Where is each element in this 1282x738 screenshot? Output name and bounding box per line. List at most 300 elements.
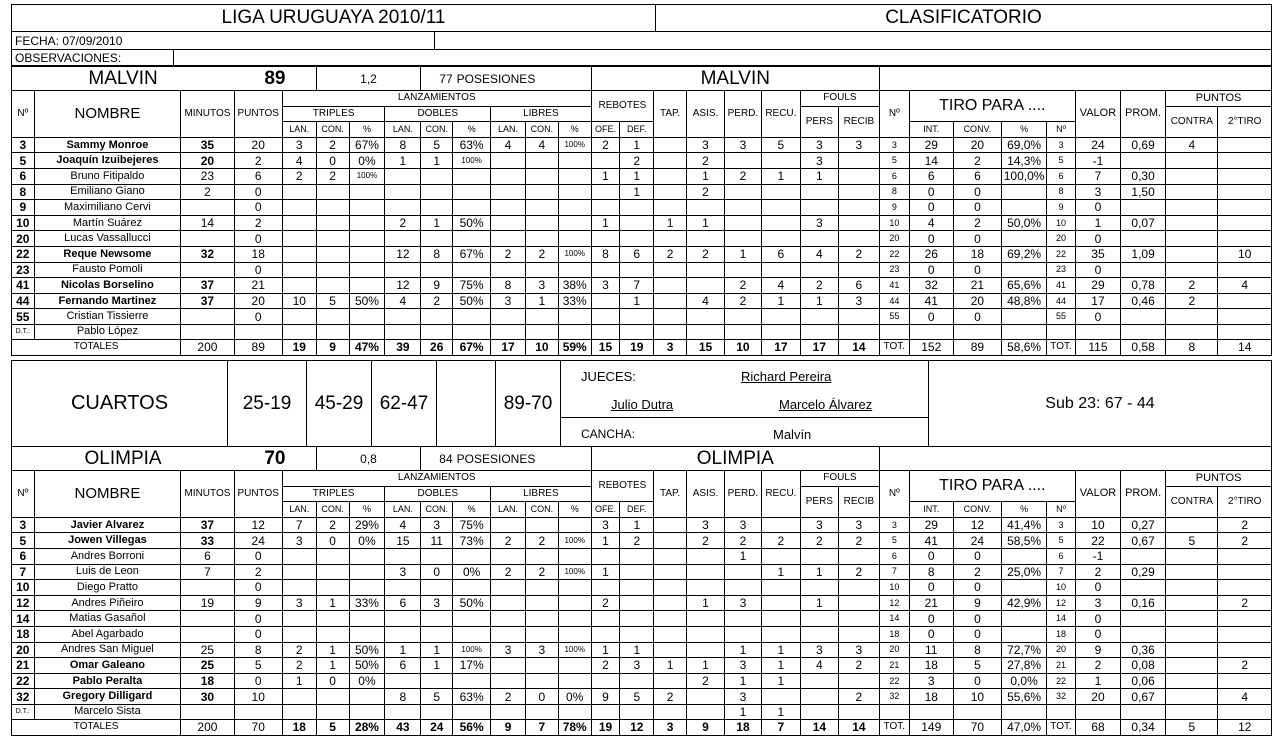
table-row: [12, 580, 1272, 596]
cell-d-pct: 100%: [453, 642, 491, 658]
cell-conv: 8: [953, 642, 1001, 658]
cell-name: Nicolas Borselino: [34, 278, 181, 294]
table-row: [12, 168, 1272, 184]
cell-ofe: [591, 184, 620, 200]
col-lanzamientos: LANZAMIENTOS: [282, 471, 591, 487]
cell-n3: 8: [1047, 184, 1076, 200]
cell-recu: [761, 580, 800, 596]
cell-contra: 2: [1166, 293, 1218, 309]
cell-prom: [1121, 580, 1166, 596]
cell-perd: [724, 262, 761, 278]
cell-no: 55: [12, 309, 35, 325]
cell-recu: 5: [761, 137, 800, 153]
cell-n2: 3: [879, 137, 909, 153]
cell-tap: [654, 580, 687, 596]
cell-ofe: [591, 309, 620, 325]
cell-pts: 0: [234, 200, 282, 216]
cell-tp-pct: 69,0%: [1002, 137, 1047, 153]
cell-n3: 6: [1047, 168, 1076, 184]
possessions-label: POSESIONES: [453, 67, 592, 91]
cell-prom: 0,69: [1121, 137, 1166, 153]
phase-title: CLASIFICATORIO: [655, 4, 1272, 32]
cell-tp-pct: [1002, 231, 1047, 247]
cell-ofe: 1: [591, 642, 620, 658]
cell-valor: -1: [1075, 548, 1120, 564]
cell-int: 0: [909, 611, 953, 627]
cell-asis: 1: [687, 168, 725, 184]
cell-l-pct: [558, 517, 591, 533]
total-t-con: 5: [316, 719, 349, 735]
cell-pts: 5: [234, 658, 282, 674]
header-row-3: LAN. CON. % LAN. CON. % LAN. CON. % OFE. DEF. INT. CONV. % Nº: [12, 122, 1272, 138]
cell-no: 7: [12, 564, 35, 580]
col-rebotes: REBOTES: [591, 471, 654, 502]
cell-asis: 1: [687, 215, 725, 231]
cell-recu: 1: [761, 658, 800, 674]
total-def: 12: [620, 719, 654, 735]
cell-t-con: [316, 611, 349, 627]
cell-l-lan: 2: [491, 689, 526, 705]
cell-int: 0: [909, 200, 953, 216]
cell-int: 4: [909, 215, 953, 231]
cell-def: [620, 231, 654, 247]
officials-box: [560, 360, 929, 447]
cell-d-lan: [385, 200, 421, 216]
cell-l-pct: 100%: [558, 137, 591, 153]
court-name: Malvín: [773, 427, 812, 442]
cell-n3: 3: [1047, 517, 1076, 533]
cell-min: 7: [181, 564, 234, 580]
cell-tap: 2: [654, 689, 687, 705]
cell-t-con: [316, 689, 349, 705]
cell-conv: 20: [953, 137, 1001, 153]
cell-name: Cristian Tissierre: [34, 309, 181, 325]
cell-l-pct: [558, 673, 591, 689]
cell-t-con: 0: [316, 153, 349, 169]
col-contra: CONTRA: [1166, 486, 1218, 517]
cell-conv: 21: [953, 278, 1001, 294]
cell-recu: [761, 231, 800, 247]
cell-def: [620, 626, 654, 642]
cell-recib: [838, 184, 879, 200]
cell-pers: [800, 200, 838, 216]
cell-segundo: 4: [1218, 689, 1272, 705]
cell-t-pct: 100%: [349, 168, 385, 184]
jueces-label: JUECES:: [581, 369, 636, 384]
cell-prom: 0,06: [1121, 673, 1166, 689]
cell-pers: 2: [800, 278, 838, 294]
cell-min: [181, 262, 234, 278]
cell-tp-pct: 14,3%: [1002, 153, 1047, 169]
cell-l-con: 2: [525, 246, 558, 262]
cell-t-pct: [349, 215, 385, 231]
cell-name: Sammy Monroe: [34, 137, 181, 153]
table-row: [12, 689, 1272, 705]
col-recu: RECU.: [761, 471, 800, 518]
cell-ofe: [591, 262, 620, 278]
referee-2: Julio Dutra: [611, 397, 674, 412]
cell-contra: [1166, 626, 1218, 642]
cell-l-pct: 33%: [558, 293, 591, 309]
cell-d-con: 2: [421, 293, 453, 309]
team-name: OLIMPIA: [12, 447, 235, 471]
cell-t-con: 0: [316, 673, 349, 689]
team-header-row: [12, 447, 1272, 471]
cell-d-lan: 4: [385, 517, 421, 533]
cell-t-con: [316, 246, 349, 262]
cell-recu: [761, 262, 800, 278]
table-row: [12, 642, 1272, 658]
cell-perd: [724, 626, 761, 642]
cell-l-pct: 100%: [558, 642, 591, 658]
cell-conv: 0: [953, 580, 1001, 596]
cell-recu: [761, 153, 800, 169]
cell-n2: 8: [879, 184, 909, 200]
cell-n2: 55: [879, 309, 909, 325]
cell-name: Martín Suárez: [34, 215, 181, 231]
cell-min: 37: [181, 293, 234, 309]
cell-prom: 1,09: [1121, 246, 1166, 262]
cell-def: [620, 673, 654, 689]
cell-d-lan: [385, 184, 421, 200]
cell-name: Omar Galeano: [34, 658, 181, 674]
cell-int: 32: [909, 278, 953, 294]
cell-l-con: [525, 595, 558, 611]
cell-t-lan: [282, 580, 316, 596]
cell-l-lan: [491, 611, 526, 627]
total-d-lan: 39: [385, 339, 421, 355]
cell-asis: [687, 262, 725, 278]
cell-asis: 2: [687, 153, 725, 169]
cell-d-pct: [453, 309, 491, 325]
cell-valor: 20: [1075, 689, 1120, 705]
totals-row: TOTALES 200 70 18 5 28% 43 24 56% 9 7 78% 19 12 3 9 18 7 14 14 TOT. 149 70 47,0% TOT. 68 0,34 5 12: [12, 719, 1272, 735]
col-puntos-group: PUNTOS: [1166, 471, 1272, 487]
cell-d-con: [421, 168, 453, 184]
col-dobles: DOBLES: [385, 486, 491, 502]
cell-tap: [654, 548, 687, 564]
cell-t-lan: [282, 309, 316, 325]
total-valor: 115: [1075, 339, 1120, 355]
cell-d-pct: 67%: [453, 246, 491, 262]
cell-l-con: [525, 168, 558, 184]
col-no-2: Nº: [879, 471, 909, 518]
cell-d-lan: 1: [385, 642, 421, 658]
cell-n3: 20: [1047, 642, 1076, 658]
cell-int: 41: [909, 293, 953, 309]
cell-d-lan: 8: [385, 137, 421, 153]
cell-d-lan: [385, 580, 421, 596]
cell-pts: 0: [234, 548, 282, 564]
col-perd: PERD.: [724, 91, 761, 138]
cell-contra: [1166, 689, 1218, 705]
cell-d-pct: [453, 200, 491, 216]
cell-conv: 0: [953, 231, 1001, 247]
col-libres: LIBRES: [491, 106, 592, 122]
cell-name: Javier Alvarez: [34, 517, 181, 533]
cell-int: 0: [909, 626, 953, 642]
cell-min: 23: [181, 168, 234, 184]
cell-int: 0: [909, 262, 953, 278]
total-tp-pct: 58,6%: [1002, 339, 1047, 355]
cell-t-pct: [349, 580, 385, 596]
cell-conv: 0: [953, 673, 1001, 689]
cell-valor: -1: [1075, 153, 1120, 169]
total-l-con: 7: [525, 719, 558, 735]
cell-pers: 2: [800, 533, 838, 549]
cell-conv: 5: [953, 658, 1001, 674]
cell-def: 5: [620, 689, 654, 705]
cell-no: 22: [12, 673, 35, 689]
col-recib: RECIB: [838, 106, 879, 137]
cell-valor: 22: [1075, 533, 1120, 549]
cell-segundo: [1218, 309, 1272, 325]
cell-perd: [724, 564, 761, 580]
cell-valor: 7: [1075, 168, 1120, 184]
cell-no: 22: [12, 246, 35, 262]
cell-valor: 35: [1075, 246, 1120, 262]
cell-pts: 0: [234, 611, 282, 627]
cell-segundo: [1218, 642, 1272, 658]
cell-contra: [1166, 658, 1218, 674]
team-possessions: 77: [421, 67, 453, 91]
cell-d-pct: 75%: [453, 517, 491, 533]
cell-segundo: [1218, 564, 1272, 580]
cell-pers: [800, 689, 838, 705]
cell-tp-pct: 48,8%: [1002, 293, 1047, 309]
cell-tap: [654, 517, 687, 533]
cell-l-con: [525, 517, 558, 533]
cell-tp-pct: 72,7%: [1002, 642, 1047, 658]
cell-def: [620, 548, 654, 564]
cell-def: [620, 309, 654, 325]
col-tiro-para: TIRO PARA ....: [909, 91, 1075, 122]
cell-ofe: 2: [591, 137, 620, 153]
cell-tp-pct: 58,5%: [1002, 533, 1047, 549]
cell-tp-pct: [1002, 309, 1047, 325]
cell-tap: [654, 153, 687, 169]
cell-def: 2: [620, 533, 654, 549]
cell-d-con: [421, 673, 453, 689]
cell-segundo: [1218, 200, 1272, 216]
cell-d-con: 8: [421, 246, 453, 262]
cell-pts: 0: [234, 673, 282, 689]
col-perd: PERD.: [724, 471, 761, 518]
cell-recu: [761, 626, 800, 642]
cell-min: [181, 231, 234, 247]
cell-prom: [1121, 262, 1166, 278]
cell-name: Reque Newsome: [34, 246, 181, 262]
cell-ofe: 1: [591, 564, 620, 580]
cell-pers: 3: [800, 642, 838, 658]
cell-n2: 14: [879, 611, 909, 627]
total-ofe: 19: [591, 719, 620, 735]
cell-d-pct: [453, 626, 491, 642]
cell-contra: [1166, 262, 1218, 278]
cell-l-con: [525, 184, 558, 200]
sub23-score: Sub 23: 67 - 44: [928, 360, 1272, 447]
cell-no: 14: [12, 611, 35, 627]
cell-valor: 3: [1075, 595, 1120, 611]
cell-tp-pct: [1002, 262, 1047, 278]
col-no: Nº: [12, 91, 35, 138]
cell-prom: 0,67: [1121, 689, 1166, 705]
total-prom: 0,34: [1121, 719, 1166, 735]
cell-recib: 3: [838, 642, 879, 658]
cell-pers: 3: [800, 153, 838, 169]
final-score: 89-70: [495, 360, 561, 447]
cell-contra: [1166, 184, 1218, 200]
cell-ofe: 8: [591, 246, 620, 262]
cell-def: 6: [620, 246, 654, 262]
header-blank: [879, 67, 1271, 91]
cell-no: 10: [12, 580, 35, 596]
cell-n3: 7: [1047, 564, 1076, 580]
cell-def: [620, 564, 654, 580]
cell-recib: [838, 580, 879, 596]
cell-def: [620, 580, 654, 596]
cell-perd: 3: [724, 137, 761, 153]
col-triples: TRIPLES: [282, 486, 385, 502]
cell-l-lan: [491, 595, 526, 611]
cell-conv: 6: [953, 168, 1001, 184]
cell-d-lan: [385, 611, 421, 627]
cell-t-con: [316, 184, 349, 200]
col-segundo-tiro: 2°TIRO: [1218, 106, 1272, 137]
cell-no: 3: [12, 137, 35, 153]
cell-no: 20: [12, 642, 35, 658]
total-int: 152: [909, 339, 953, 355]
total-valor: 68: [1075, 719, 1120, 735]
cell-name: Andres Borroni: [34, 548, 181, 564]
col-triples: TRIPLES: [282, 106, 385, 122]
cell-conv: 0: [953, 309, 1001, 325]
cell-asis: 2: [687, 184, 725, 200]
cell-conv: 12: [953, 517, 1001, 533]
cell-d-con: [421, 231, 453, 247]
total-contra: 8: [1166, 339, 1218, 355]
cell-name: Fausto Pomoli: [34, 262, 181, 278]
cell-int: 18: [909, 658, 953, 674]
cell-recib: [838, 309, 879, 325]
col-valor: VALOR: [1075, 91, 1120, 138]
total-min: 200: [181, 339, 234, 355]
cell-recib: 2: [838, 246, 879, 262]
cell-no: 6: [12, 168, 35, 184]
cell-perd: 1: [724, 246, 761, 262]
total-conv: 89: [953, 339, 1001, 355]
cell-pers: 3: [800, 517, 838, 533]
cell-d-pct: [453, 184, 491, 200]
cell-d-pct: 50%: [453, 595, 491, 611]
cell-n3: 22: [1047, 246, 1076, 262]
cell-d-pct: [453, 548, 491, 564]
cell-recib: [838, 200, 879, 216]
cell-ofe: [591, 231, 620, 247]
cell-def: 1: [620, 293, 654, 309]
cell-d-lan: [385, 231, 421, 247]
cell-l-lan: [491, 168, 526, 184]
cell-min: [181, 580, 234, 596]
cell-conv: 0: [953, 548, 1001, 564]
cell-d-lan: 6: [385, 595, 421, 611]
referee-1: Richard Pereira: [741, 369, 832, 384]
cell-min: 32: [181, 246, 234, 262]
cell-d-pct: 50%: [453, 215, 491, 231]
cell-perd: 1: [724, 673, 761, 689]
table-row: [12, 517, 1272, 533]
cell-l-pct: [558, 231, 591, 247]
cell-asis: 1: [687, 658, 725, 674]
cell-contra: [1166, 548, 1218, 564]
cell-d-con: 1: [421, 658, 453, 674]
cell-segundo: [1218, 231, 1272, 247]
total-l-con: 10: [525, 339, 558, 355]
cell-t-pct: [349, 184, 385, 200]
cell-recib: 2: [838, 564, 879, 580]
cell-t-lan: [282, 246, 316, 262]
cell-t-lan: [282, 689, 316, 705]
cell-ofe: 9: [591, 689, 620, 705]
cell-segundo: [1218, 168, 1272, 184]
cell-pers: [800, 580, 838, 596]
cell-pers: [800, 611, 838, 627]
cell-l-con: [525, 215, 558, 231]
cell-ofe: [591, 548, 620, 564]
cell-int: 3: [909, 673, 953, 689]
quarter-1-score: 25-19: [227, 360, 307, 447]
cell-tp-pct: 55,6%: [1002, 689, 1047, 705]
cell-t-lan: 2: [282, 658, 316, 674]
header-blank: [879, 447, 1271, 471]
cell-d-lan: 6: [385, 658, 421, 674]
cell-ofe: [591, 611, 620, 627]
total-tap: 3: [654, 339, 687, 355]
cell-int: 29: [909, 517, 953, 533]
col-valor: VALOR: [1075, 471, 1120, 518]
cell-perd: [724, 580, 761, 596]
cell-recib: 2: [838, 658, 879, 674]
cell-n3: 21: [1047, 658, 1076, 674]
cell-d-pct: [453, 231, 491, 247]
cell-t-con: 1: [316, 595, 349, 611]
cell-t-con: [316, 309, 349, 325]
cell-n3: 3: [1047, 137, 1076, 153]
cell-t-lan: 10: [282, 293, 316, 309]
cell-contra: [1166, 231, 1218, 247]
cell-pers: [800, 673, 838, 689]
cell-name: Bruno Fitipaldo: [34, 168, 181, 184]
cell-pers: 1: [800, 595, 838, 611]
cell-tp-pct: 69,2%: [1002, 246, 1047, 262]
cell-l-lan: [491, 309, 526, 325]
cell-n2: 20: [879, 642, 909, 658]
cell-d-pct: 75%: [453, 278, 491, 294]
cell-l-pct: [558, 309, 591, 325]
cell-asis: [687, 231, 725, 247]
col-rebotes: REBOTES: [591, 91, 654, 122]
cell-perd: 1: [724, 548, 761, 564]
header-row-1: [12, 471, 1272, 487]
total-l-lan: 17: [491, 339, 526, 355]
cell-pts: 18: [234, 246, 282, 262]
cell-t-pct: [349, 246, 385, 262]
cell-no: 23: [12, 262, 35, 278]
cell-asis: [687, 642, 725, 658]
cell-asis: 2: [687, 533, 725, 549]
cell-valor: 0: [1075, 626, 1120, 642]
col-nombre: NOMBRE: [34, 91, 181, 138]
